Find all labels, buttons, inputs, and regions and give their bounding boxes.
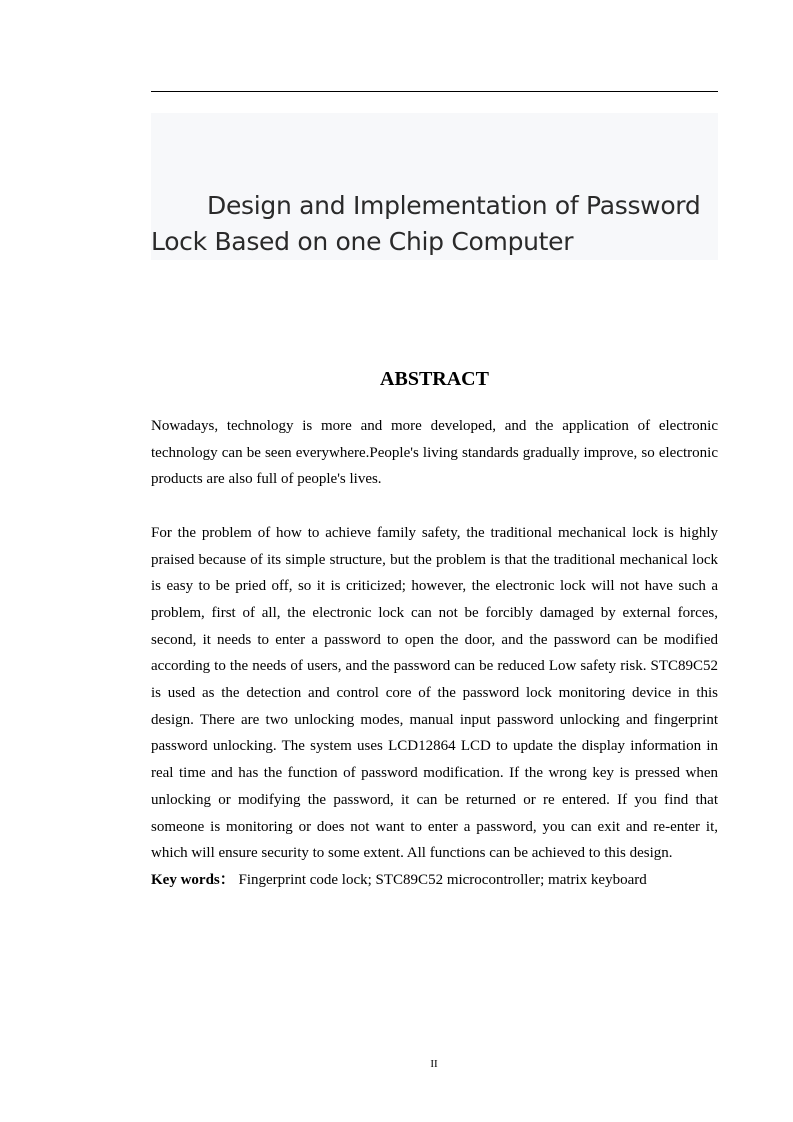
header-rule [151, 91, 718, 92]
title-block [151, 113, 718, 257]
abstract-body [151, 413, 718, 894]
page-number: II [430, 1058, 438, 1070]
document-title: Design and Implementation of Password Lock Based on one Chip Computer [151, 188, 718, 260]
keywords-line [151, 867, 718, 894]
keywords-text: Fingerprint code lock; STC89C52 microcontroller; matrix keyboard [238, 871, 647, 888]
abstract-paragraph-1: Nowadays, technology is more and more developed, and the application of electronic technology can be seen everywhere.People's living standards gradually improve, so electronic products are also full of people's lives. [151, 418, 718, 488]
abstract-paragraph-2: For the problem of how to achieve family safety, the traditional mechanical lock is highly praised because of its simple structure, but the problem is that the traditional mechanical lock is easy to be pried off, so it is criticized; however, the electronic lock will not have such a problem, first of all, the electronic lock can not be forcibly damaged by external forces, second, it needs to enter a password to open the door, and the password can be modified according to the needs of users, and the password can be reduced Low safety risk. STC89C52 is used as the detection and control core of the password lock monitoring device in this design. There are two unlocking modes, manual input password unlocking and fingerprint password unlocking. The system uses LCD12864 LCD to update the display information in real time and has the function of password modification. If the wrong key is pressed when unlocking or modifying the password, it can be returned or re entered. If you find that someone is monitoring or does not want to enter a password, you can exit and re-enter it, which will ensure security to some extent. All functions can be achieved to this design. [151, 524, 718, 862]
abstract-heading: ABSTRACT [380, 368, 489, 390]
keywords-label: Key words： [151, 871, 235, 888]
